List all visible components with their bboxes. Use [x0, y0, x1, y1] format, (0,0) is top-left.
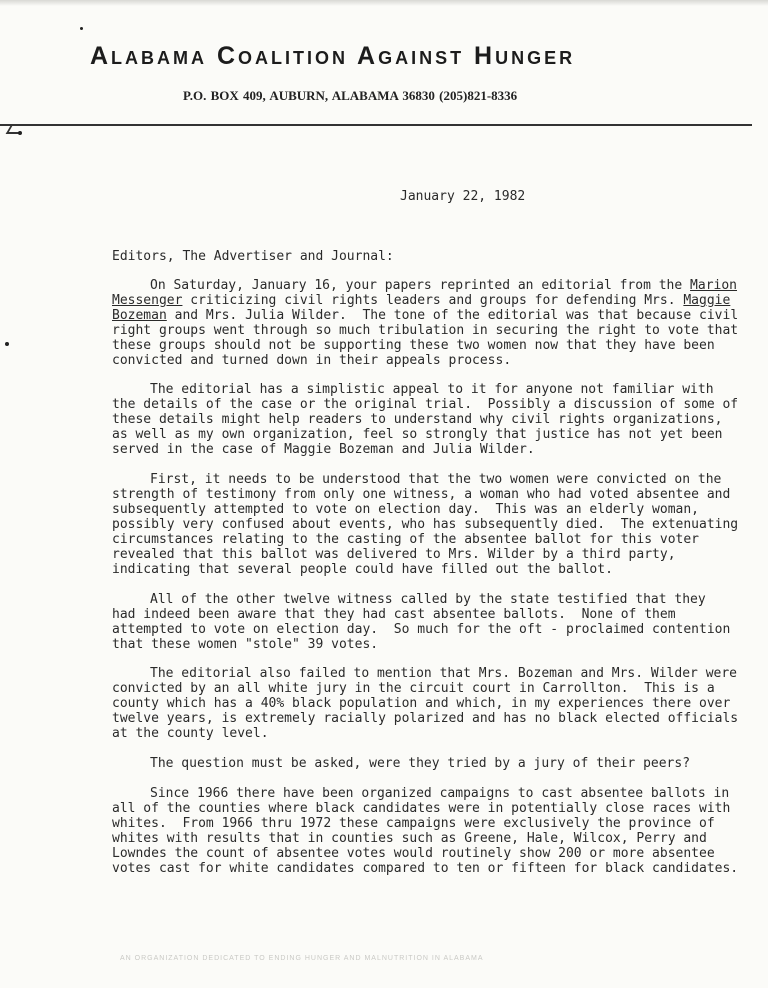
publication-name: Marion [690, 278, 738, 293]
paragraph-line: votes cast for white candidates compared to ten or fifteen for black candidates. [112, 861, 739, 876]
salutation: Editors, The Advertiser and Journal: [112, 249, 394, 264]
organization-title: Alabama Coalition Against Hunger [90, 42, 576, 70]
paragraph-line: All of the other twelve witness called by the state testified that they [150, 592, 706, 607]
paragraph-line: as well as my own organization, feel so strongly that justice has not yet been [112, 427, 723, 442]
scan-speck [80, 27, 83, 30]
paragraph-line: revealed that this ballot was delivered to Mrs. Wilder by a third party, [112, 547, 676, 562]
paragraph-line: right groups went through so much tribulation in securing the right to vote that [112, 323, 739, 338]
paragraph-line: these details might help readers to understand why civil rights organizations, [112, 412, 723, 427]
paragraph-line: had indeed been aware that they had cast absentee ballots. None of them [112, 607, 676, 622]
paragraph-line: Lowndes the count of absentee votes would routinely show 200 or more absentee [112, 846, 715, 861]
paragraph-line: First, it needs to be understood that the two women were convicted on the [150, 472, 722, 487]
paragraph-line: county which has a 40% black population and which, in my experiences there over [112, 696, 731, 711]
letterhead-divider [0, 124, 752, 126]
paragraph-line: convicted and turned down in their appeals process. [112, 353, 512, 368]
paragraph-line: all of the counties where black candidates were in potentially close races with [112, 801, 731, 816]
organization-address: P.O. BOX 409, AUBURN, ALABAMA 36830 (205)821-8336 [183, 88, 518, 103]
paragraph-line: twelve years, is extremely racially polarized and has no black elected officials [112, 711, 739, 726]
paragraph-line [150, 278, 737, 293]
text-run: and Mrs. Julia Wilder. The tone of the editorial was that because civil [166, 308, 739, 323]
paragraph-line: these groups should not be supporting these two women now that they have been [112, 338, 715, 353]
paragraph-line: whites. From 1966 thru 1972 these campaigns were exclusively the province of [112, 816, 715, 831]
paragraph-line: The editorial has a simplistic appeal to it for anyone not familiar with [150, 382, 714, 397]
paragraph-line: that these women "stole" 39 votes. [112, 637, 379, 652]
paragraph-line: The question must be asked, were they tried by a jury of their peers? [150, 756, 691, 771]
paragraph-line [112, 308, 738, 323]
paragraph-line: whites with results that in counties such as Greene, Hale, Wilcox, Perry and [112, 831, 707, 846]
paragraph-line: Since 1966 there have been organized campaigns to cast absentee ballots in [150, 786, 730, 801]
paragraph-line: The editorial also failed to mention that Mrs. Bozeman and Mrs. Wilder were [150, 666, 737, 681]
paragraph-line: at the county level. [112, 726, 269, 741]
scan-edge [0, 0, 768, 6]
scan-speck [5, 342, 9, 346]
paragraph-line: attempted to vote on election day. So much for the oft - proclaimed contention [112, 622, 731, 637]
footer-motto: AN ORGANIZATION DEDICATED TO ENDING HUNGER AND MALNUTRITION IN ALABAMA [120, 955, 484, 962]
scan-speck [18, 131, 22, 135]
letter-date: January 22, 1982 [400, 189, 526, 204]
paragraph-line: strength of testimony from only one witness, a woman who had voted absentee and [112, 487, 731, 502]
paragraph-line: possibly very confused about events, who has subsequently died. The extenuating [112, 517, 739, 532]
paragraph-line: subsequently attempted to vote on election day. This was an elderly woman, [112, 502, 699, 517]
publication-name: Messenger [112, 293, 183, 308]
paragraph-line: convicted by an all white jury in the circuit court in Carrollton. This is a [112, 681, 715, 696]
person-name: Maggie [683, 293, 731, 308]
paragraph-line: indicating that several people could have filled out the ballot. [112, 562, 613, 577]
text-run: On Saturday, January 16, your papers reprinted an editorial from the [150, 278, 691, 293]
person-name: Bozeman [112, 308, 167, 323]
paragraph-line [112, 293, 730, 308]
text-run: criticizing civil rights leaders and groups for defending Mrs. [182, 293, 684, 308]
paragraph-line: served in the case of Maggie Bozeman and Julia Wilder. [112, 442, 535, 457]
paragraph-line: circumstances relating to the casting of the absentee ballot for this voter [112, 532, 699, 547]
paragraph-line: the details of the case or the original trial. Possibly a discussion of some of [112, 397, 739, 412]
